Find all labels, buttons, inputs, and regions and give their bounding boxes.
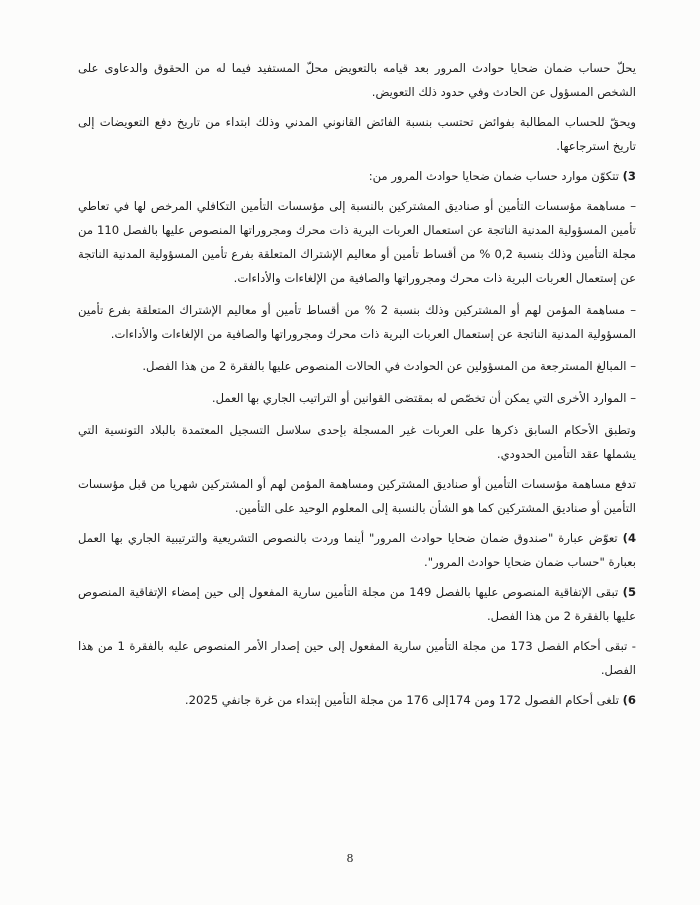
bullet-recovered-amounts: [78, 354, 636, 378]
bullet-insurer-contribution: [78, 194, 636, 290]
paragraph-article-173: [78, 634, 636, 682]
bullet-other-resources: [78, 386, 636, 410]
paragraph-text: – المبالغ المسترجعة من المسؤولين عن الحوادث في الحالات المنصوص عليها بالفقرة 2 من هذا الفصل.: [142, 359, 636, 373]
paragraph-item-6: [78, 688, 636, 712]
paragraph-monthly-payment: [78, 472, 636, 520]
item-number: 5): [622, 585, 637, 599]
paragraph-text: تعوّض عبارة "صندوق ضمان ضحايا حوادث المرور" أينما وردت بالنصوص التشريعية والترتيبية الجاري بها العمل بعبارة "حساب ضمان ضحايا حوادث المرور".: [78, 531, 636, 569]
document-body: [78, 56, 636, 718]
paragraph-text: ويحقّ للحساب المطالبة بفوائض تحتسب بنسبة الفائض القانوني المدني وذلك ابتداء من تاريخ دفع التعويضات إلى تاريخ استرجاعها.: [78, 115, 636, 153]
paragraph-interest: [78, 110, 636, 158]
paragraph-text: تبقى الإتفاقية المنصوص عليها بالفصل 149 من مجلة التأمين سارية المفعول إلى حين إمضاء الإتفاقية المنصوص عليها بالفقرة 2 من هذا الفصل.: [78, 585, 636, 623]
paragraph-text: تتكوّن موارد حساب ضمان ضحايا حوادث المرور من:: [368, 169, 619, 183]
page-number: 8: [346, 852, 354, 865]
paragraph-text: – مساهمة المؤمن لهم أو المشتركين وذلك بنسبة 2 % من أقساط تأمين أو معاليم الإشتراك المتعلقة بفرع تأمين المسؤولية المدنية الناتجة عن إستعمال العربات البرية ذات محرك ومجروراتها والصافية من الإلغاءات والأداءات.: [78, 303, 636, 341]
paragraph-text: – الموارد الأخرى التي يمكن أن تخصّص له بمقتضى القوانين أو التراتيب الجاري بها العمل.: [211, 391, 636, 405]
paragraph-text: - تبقى أحكام الفصل 173 من مجلة التأمين سارية المفعول إلى حين إصدار الأمر المنصوص عليه بالفقرة 1 من هذا الفصل.: [78, 639, 636, 677]
paragraph-text: – مساهمة مؤسسات التأمين أو صناديق المشتركين بالنسبة إلى مؤسسات التأمين التكافلي المرخص لها في تعاطي تأمين المسؤولية المدنية الناتجة عن استعمال العربات البرية ذات محرك ومجروراتها المنصوص عليها بالفصل 110 من مجلة التأمين وذلك بنسبة 0,2 % من أقساط تأمين أو معاليم الإشتراك المتعلقة بفرع تأمين المسؤولية المدنية الناتجة عن إستعمال العربات البرية ذات محرك ومجروراتها والصافية من الإلغاءات والأداءات.: [78, 199, 637, 285]
item-number: 6): [622, 693, 636, 707]
paragraph-subrogation: [78, 56, 636, 104]
paragraph-unregistered-vehicles: [78, 418, 636, 466]
paragraph-item-3: [78, 164, 636, 188]
paragraph-text: وتطبق الأحكام السابق ذكرها على العربات غير المسجلة بإحدى سلاسل التسجيل المعتمدة بالبلاد التونسية التي يشملها عقد التأمين الحدودي.: [78, 423, 636, 461]
paragraph-text: يحلّ حساب ضمان ضحايا حوادث المرور بعد قيامه بالتعويض محلّ المستفيد فيما له من الحقوق والدعاوى على الشخص المسؤول عن الحادث وفي حدود ذلك التعويض.: [78, 61, 636, 99]
paragraph-item-5: [78, 580, 636, 628]
item-number: 4): [622, 531, 637, 545]
paragraph-text: تدفع مساهمة مؤسسات التأمين أو صناديق المشتركين ومساهمة المؤمن لهم أو المشتركين شهريا من قبل مؤسسات التأمين أو صناديق المشتركين كما هو الشأن بالنسبة إلى المعلوم الوحيد على التأمين.: [78, 477, 636, 515]
paragraph-item-4: [78, 526, 636, 574]
bullet-insured-contribution: [78, 298, 636, 346]
paragraph-text: تلغى أحكام الفصول 172 ومن 174إلى 176 من مجلة التأمين إبتداء من غرة جانفي 2025.: [184, 693, 619, 707]
item-number: 3): [622, 169, 636, 183]
